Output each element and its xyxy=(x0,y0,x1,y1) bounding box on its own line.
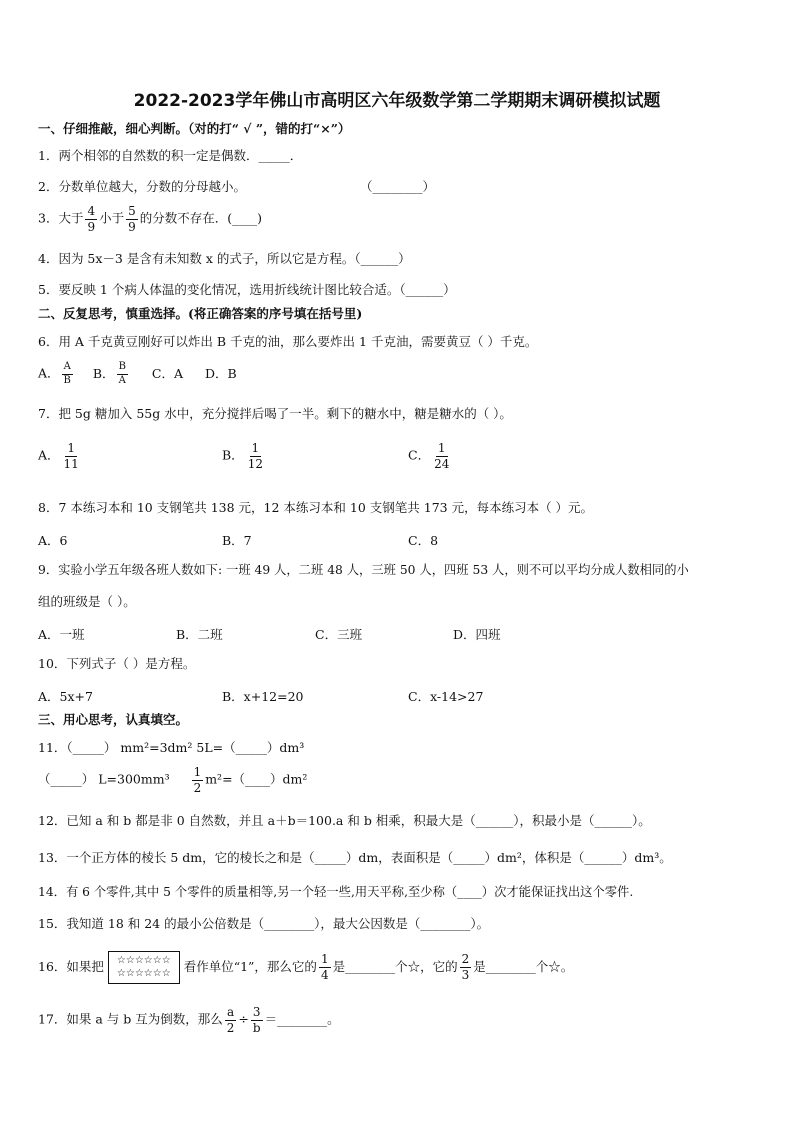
fraction-numerator: 4 xyxy=(87,204,96,218)
question-16 xyxy=(38,951,573,984)
option-b-fraction xyxy=(117,362,128,386)
fraction-numerator: 1 xyxy=(251,441,260,455)
question-3 xyxy=(38,205,262,233)
question-1: 1．两个相邻的自然数的积一定是偶数．_____． xyxy=(38,148,303,163)
fraction-denominator: A xyxy=(118,374,126,386)
question-7-option-b xyxy=(222,442,267,470)
question-3-text-c: 的分数不存在．(____) xyxy=(139,210,263,226)
section-2-heading: 二、反复思考，慎重选择。(将正确答案的序号填在括号里) xyxy=(38,306,363,321)
question-7: 7．把 5g 糖加入 55g 水中，充分搅拌后喝了一半。剩下的糖水中，糖是糖水的（ ）。 xyxy=(38,406,512,421)
question-8-option-c: C．8 xyxy=(408,533,439,548)
option-label: A． xyxy=(38,447,60,463)
fraction-denominator: 9 xyxy=(87,219,96,234)
option-b-label: B． xyxy=(92,365,115,381)
fraction-numerator: 2 xyxy=(461,952,470,967)
option-d: D．B xyxy=(204,365,237,381)
fraction-numerator: a xyxy=(227,1005,235,1019)
question-6: 6．用 A 千克黄豆刚好可以炸出 B 千克的油，那么要炸出 1 千克油，需要黄豆（ ）千克。 xyxy=(38,334,538,349)
question-15: 15．我知道 18 和 24 的最小公倍数是（________），最大公因数是（________）。 xyxy=(38,916,490,931)
question-2 xyxy=(38,179,436,194)
option-label: C． xyxy=(408,447,431,463)
fraction-numerator: 5 xyxy=(128,204,136,218)
question-7-option-a xyxy=(38,442,83,470)
question-10-option-b: B．x+12=20 xyxy=(222,689,304,704)
fraction-1-4 xyxy=(319,953,331,981)
question-9-option-c: C．三班 xyxy=(315,627,363,642)
section-1-heading: 一、仔细推敲，细心判断。（对的打“ √ ”，错的打“×”） xyxy=(38,121,351,136)
question-9-line-2: 组的班级是（ ）。 xyxy=(38,594,136,609)
question-11-line-2 xyxy=(38,766,307,794)
fraction-numerator: B xyxy=(117,362,128,375)
question-9-option-a: A．一班 xyxy=(38,627,85,642)
question-16-text-c: 是________个☆，它的 xyxy=(332,959,458,974)
question-17-text-a: 17．如果 a 与 b 互为倒数，那么 xyxy=(38,1011,223,1027)
fraction-numerator: 3 xyxy=(252,1005,261,1019)
option-label: B． xyxy=(222,447,244,463)
option-c: C．A xyxy=(151,365,183,381)
divide-sign: ÷ xyxy=(238,1011,249,1027)
fraction-denominator: b xyxy=(252,1020,261,1035)
fraction-3-b xyxy=(251,1006,263,1034)
fraction-numerator: A xyxy=(62,362,73,375)
question-3-text-a: 3．大于 xyxy=(38,210,84,226)
option-fraction xyxy=(432,442,451,470)
question-9-line-1: 9．实验小学五年级各班人数如下: 一班 49 人，二班 48 人，三班 50 人，四班 53 人，则不可以平均分成人数相同的小 xyxy=(38,563,689,577)
question-9-option-b: B．二班 xyxy=(176,627,223,642)
question-16-text-a: 16．如果把 xyxy=(38,959,104,974)
question-8: 8．7 本练习本和 10 支钢笔共 138 元，12 本练习本和 10 支钢笔共 173 元，每本练习本（ ）元。 xyxy=(38,500,594,515)
fraction-denominator: 4 xyxy=(320,968,329,982)
question-9-option-d: D．四班 xyxy=(453,627,501,642)
question-10: 10．下列式子（ ）是方程。 xyxy=(38,656,196,671)
question-11-line-1: 11．（_____） mm²=3dm² 5L=（_____）dm³ xyxy=(38,740,305,755)
question-16-text-d: 是________个☆。 xyxy=(473,959,574,974)
star-box xyxy=(108,951,180,984)
question-7-option-c xyxy=(408,442,453,470)
fraction-denominator: B xyxy=(63,374,71,386)
fraction-numerator: 1 xyxy=(437,441,446,455)
question-8-option-b: B．7 xyxy=(222,533,252,548)
question-17 xyxy=(38,1006,340,1034)
star-row-1: ☆☆☆☆☆☆ xyxy=(116,955,171,966)
question-8-option-a: A．6 xyxy=(38,533,68,548)
fraction-denominator: 2 xyxy=(226,1020,235,1035)
fraction-denominator: 12 xyxy=(247,456,263,471)
fraction-denominator: 9 xyxy=(128,219,136,234)
fraction-numerator: 1 xyxy=(320,952,329,967)
question-2-text: 2．分数单位越大，分数的分母越小。 xyxy=(38,179,246,194)
question-16-text-b: 看作单位“1”，那么它的 xyxy=(183,959,317,974)
fraction-5-9 xyxy=(126,205,138,233)
question-12: 12．已知 a 和 b 都是非 0 自然数，并且 a＋b＝100.a 和 b 相乘，积最大是（______），积最小是（______）。 xyxy=(38,813,651,828)
question-4: 4．因为 5x－3 是含有未知数 x 的式子，所以它是方程。（______） xyxy=(38,251,411,266)
question-17-text-b: ＝________。 xyxy=(264,1011,340,1027)
fraction-a-2 xyxy=(225,1006,237,1034)
question-5: 5．要反映 1 个病人体温的变化情况，选用折线统计图比较合适。（______） xyxy=(38,282,456,297)
option-a-label: A． xyxy=(38,365,60,381)
page-title: 2022-2023学年佛山市高明区六年级数学第二学期期末调研模拟试题 xyxy=(133,91,661,111)
fraction-denominator: 24 xyxy=(434,456,450,471)
fraction-4-9 xyxy=(85,205,97,233)
question-14: 14．有 6 个零件,其中 5 个零件的质量相等,另一个轻一些,用天平称,至少称（____）次才能保证找出这个零件. xyxy=(38,885,634,899)
question-6-options xyxy=(38,362,237,386)
question-13: 13．一个正方体的棱长 5 dm，它的棱长之和是（_____）dm，表面积是（_____）dm²，体积是（______）dm³。 xyxy=(38,850,672,865)
section-3-heading: 三、用心思考，认真填空。 xyxy=(38,712,189,727)
option-fraction xyxy=(62,442,81,470)
fraction-numerator: 1 xyxy=(193,765,202,779)
question-11-part-a: （_____） L=300mm³ xyxy=(38,771,170,787)
question-2-answer-blank: （________） xyxy=(360,179,436,194)
question-10-option-c: C．x-14>27 xyxy=(408,689,484,704)
question-10-option-a: A．5x+7 xyxy=(38,689,93,704)
fraction-numerator: 1 xyxy=(67,441,75,455)
fraction-denominator: 11 xyxy=(63,456,79,471)
question-11-part-b: m²=（____）dm² xyxy=(205,771,308,787)
option-fraction xyxy=(246,442,265,470)
fraction-denominator: 3 xyxy=(461,968,470,982)
option-a-fraction xyxy=(62,362,73,386)
fraction-2-3 xyxy=(460,953,472,981)
question-3-text-b: 小于 xyxy=(99,210,125,226)
fraction-1-2 xyxy=(192,766,204,794)
fraction-denominator: 2 xyxy=(193,780,202,795)
star-row-2: ☆☆☆☆☆☆ xyxy=(116,967,171,979)
